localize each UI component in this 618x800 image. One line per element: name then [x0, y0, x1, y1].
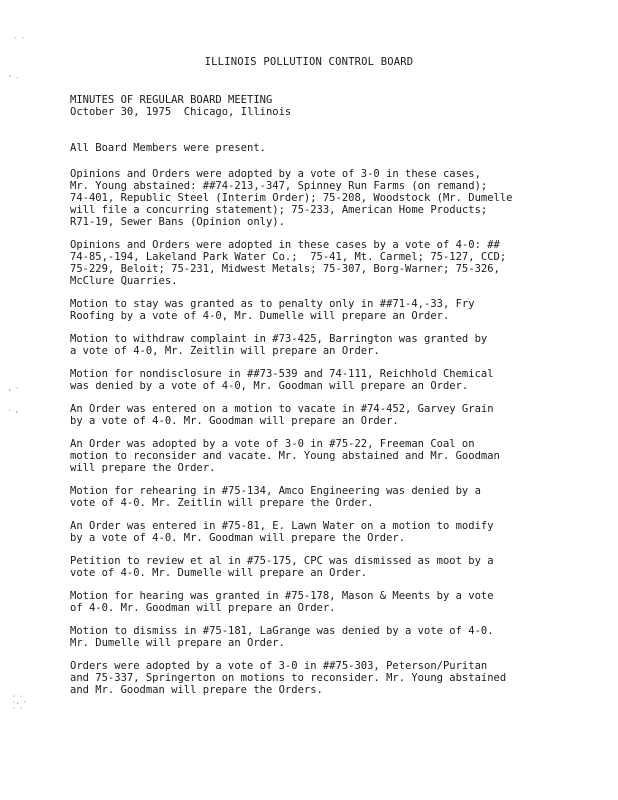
minutes-paragraph: Opinions and Orders were adopted by a vote of 3-0 in these cases, Mr. Young abstained: ##74-213,-347, Spinney Run Farms (on remand); 74-401, Republic Steel (Interim Order); 75-208, Woodstock (Mr. Dumelle will file a concurring statement); 75-233, American Home Products; R71-19, Sewer Bans (Opinion only).	[70, 168, 513, 228]
minutes-paragraph: Opinions and Orders were adopted in these cases by a vote of 4-0: ## 74-85,-194, Lakeland Park Water Co.; 75-41, Mt. Carmel; 75-127, CCD; 75-229, Beloit; 75-231, Midwest Metals; 75-307, Borg-Warner; 75-326, McClure Quarries.	[70, 239, 507, 287]
minutes-paragraph: An Order was entered on a motion to vacate in #74-452, Garvey Grain by a vote of 4-0. Mr. Goodman will prepare an Order.	[70, 403, 494, 427]
meeting-info	[70, 94, 291, 118]
minutes-paragraph: Motion for nondisclosure in ##73-539 and 74-111, Reichhold Chemical was denied by a vote of 4-0, Mr. Goodman will prepare an Order.	[70, 368, 494, 392]
minutes-paragraph: Motion for rehearing in #75-134, Amco Engineering was denied by a vote of 4-0. Mr. Zeitlin will prepare the Order.	[70, 485, 481, 509]
minutes-paragraph: An Order was adopted by a vote of 3-0 in #75-22, Freeman Coal on motion to reconsider and vacate. Mr. Young abstained and Mr. Goodman will prepare the Order.	[70, 438, 500, 474]
scan-speck: · ·	[14, 35, 25, 42]
scan-speck: , ·	[8, 385, 19, 392]
minutes-paragraph: Motion to stay was granted as to penalty only in ##71-4,-33, Fry Roofing by a vote of 4-0, Mr. Dumelle will prepare an Order.	[70, 298, 475, 322]
minutes-paragraph: All Board Members were present.	[70, 142, 266, 154]
document-title: ILLINOIS POLLUTION CONTROL BOARD	[204, 56, 414, 68]
scan-speck: · · ·. · · ·	[12, 693, 27, 712]
minutes-paragraph: Motion to dismiss in #75-181, LaGrange was denied by a vote of 4-0. Mr. Dumelle will prepare an Order.	[70, 625, 494, 649]
minutes-paragraph: An Order was entered in #75-81, E. Lawn Water on a motion to modify by a vote of 4-0. Mr. Goodman will prepare the Order.	[70, 520, 494, 544]
meeting-date-location: October 30, 1975 Chicago, Illinois	[70, 106, 292, 118]
minutes-paragraph: Motion to withdraw complaint in #73-425, Barrington was granted by a vote of 4-0, Mr. Zeitlin will prepare an Order.	[70, 333, 488, 357]
scan-speck: ‘ ·	[8, 75, 19, 82]
minutes-paragraph: Orders were adopted by a vote of 3-0 in ##75-303, Peterson/Puritan and 75-337, Springerton on motions to reconsider. Mr. Young abstained and Mr. Goodman will prepare the Orders.	[70, 660, 507, 696]
scan-speck: · ,	[8, 407, 19, 414]
minutes-paragraph: Petition to review et al in #75-175, CPC was dismissed as moot by a vote of 4-0. Mr. Dumelle will prepare an Order.	[70, 555, 494, 579]
minutes-paragraph: Motion for hearing was granted in #75-178, Mason & Meents by a vote of 4-0. Mr. Goodman will prepare an Order.	[70, 590, 494, 614]
minutes-body	[70, 142, 560, 707]
meeting-heading: MINUTES OF REGULAR BOARD MEETING	[70, 94, 273, 106]
